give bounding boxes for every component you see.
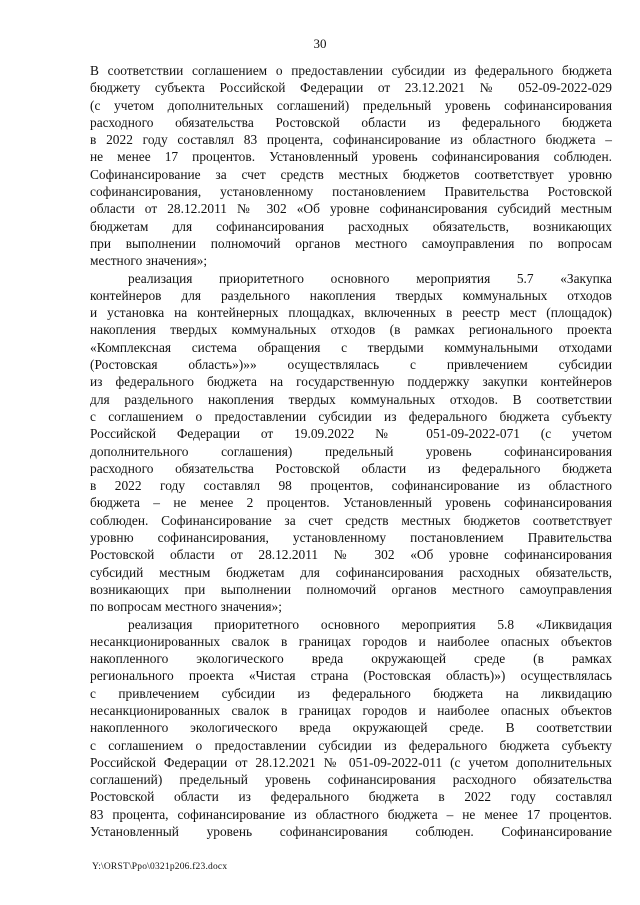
text-line: расходного обязательства Ростовской области из федерального бюджета bbox=[90, 114, 612, 130]
text-line: несанкционированных свалок в границах городов и наиболее опасных объектов bbox=[90, 633, 612, 649]
text-line: субсидий местным бюджетам для софинансирования расходных обязательств, bbox=[90, 564, 612, 580]
text-line: с соглашением о предоставлении субсидии из федерального бюджета субъекту bbox=[90, 737, 612, 753]
text-line: Ростовской области из федерального бюджета в 2022 году составлял bbox=[90, 789, 612, 805]
file-path-footer: Y:\ORST\Ppo\0321p206.f23.docx bbox=[92, 862, 228, 872]
text-line: бюджета – не менее 2 процентов. Установленный уровень софинансирования bbox=[90, 495, 612, 511]
page-number: 30 bbox=[313, 36, 327, 51]
text-line: Установленный уровень софинансирования соблюден. Софинансирование bbox=[90, 824, 612, 840]
text-line: не менее 17 процентов. Установленный уровень софинансирования соблюден. bbox=[90, 149, 612, 165]
text-line: дополнительного соглашения) предельный уровень софинансирования bbox=[90, 443, 612, 459]
text-line: реализация приоритетного основного мероприятия 5.8 «Ликвидация bbox=[128, 616, 612, 632]
text-line: Ростовской области от 28.12.2011 № 302 «Об уровне софинансирования bbox=[90, 547, 612, 563]
text-line: местного значения»; bbox=[90, 253, 208, 269]
text-line: и установка на контейнерных площадках, включенных в реестр мест (площадок) bbox=[90, 305, 612, 321]
text-line: регионального проекта «Чистая страна (Ростовская область)») осуществлялась bbox=[90, 668, 612, 684]
text-line: возникающих при выполнении полномочий органов местного самоуправления bbox=[90, 581, 612, 597]
text-line: области от 28.12.2011 № 302 «Об уровне софинансирования субсидий местным bbox=[90, 201, 612, 217]
text-line: соглашений) предельный уровень софинансирования расходного обязательства bbox=[90, 772, 612, 788]
text-line: софинансирования, установленному постановлением Правительства Ростовской bbox=[90, 184, 612, 200]
text-line: 83 процента, софинансирование из областного бюджета – не менее 17 процентов. bbox=[90, 806, 612, 822]
text-line: из федерального бюджета на государственную поддержку закупки контейнеров bbox=[90, 374, 612, 390]
text-line: Софинансирование за счет средств местных бюджетов соответствует уровню bbox=[90, 166, 612, 182]
text-line: несанкционированных свалок в границах городов и наиболее опасных объектов bbox=[90, 702, 612, 718]
text-line: (с учетом дополнительных соглашений) предельный уровень софинансирования bbox=[90, 97, 612, 113]
text-line: Российской Федерации от 19.09.2022 № 051-09-2022-071 (с учетом bbox=[90, 426, 612, 442]
text-line: «Комплексная система обращения с твердыми коммунальными отходами bbox=[90, 339, 612, 355]
text-line: с привлечением субсидии из федерального бюджета на ликвидацию bbox=[90, 685, 612, 701]
text-line: в 2022 году составлял 98 процентов, софинансирование из областного bbox=[90, 478, 612, 494]
text-line: В соответствии соглашением о предоставлении субсидии из федерального бюджета bbox=[90, 63, 612, 78]
text-line: при выполнении полномочий органов местного самоуправления по вопросам bbox=[90, 235, 612, 251]
text-line: для раздельного накопления твердых коммунальных отходов. В соответствии bbox=[90, 391, 612, 407]
text-line: с соглашением о предоставлении субсидии из федерального бюджета субъекту bbox=[90, 408, 612, 424]
text-line: (Ростовская область»)»» осуществлялась с привлечением субсидии bbox=[90, 357, 612, 373]
text-line: накопления твердых коммунальных отходов (в рамках регионального проекта bbox=[90, 322, 612, 338]
text-line: накопленного экологического вреда окружающей среде (в рамках bbox=[90, 651, 612, 667]
text-line: уровню софинансирования, установленному постановлением Правительства bbox=[90, 530, 612, 546]
text-line: реализация приоритетного основного мероприятия 5.7 «Закупка bbox=[128, 270, 612, 286]
document-body bbox=[90, 62, 612, 840]
text-line: соблюден. Софинансирование за счет средств местных бюджетов соответствует bbox=[90, 512, 612, 528]
text-line: контейнеров для раздельного накопления твердых коммунальных отходов bbox=[90, 287, 612, 303]
text-line: Российской Федерации от 28.12.2021 № 051-09-2022-011 (с учетом дополнительных bbox=[90, 754, 612, 770]
text-line: в 2022 году составлял 83 процента, софинансирование из областного бюджета – bbox=[90, 132, 612, 148]
text-line: бюджетам для софинансирования расходных обязательств, возникающих bbox=[90, 218, 612, 234]
text-line: по вопросам местного значения»; bbox=[90, 599, 282, 615]
text-line: расходного обязательства Ростовской области из федерального бюджета bbox=[90, 460, 612, 476]
text-line: бюджету субъекта Российской Федерации от 23.12.2021 № 052-09-2022-029 bbox=[90, 80, 612, 96]
text-line: накопленного экологического вреда окружающей среде. В соответствии bbox=[90, 720, 612, 736]
